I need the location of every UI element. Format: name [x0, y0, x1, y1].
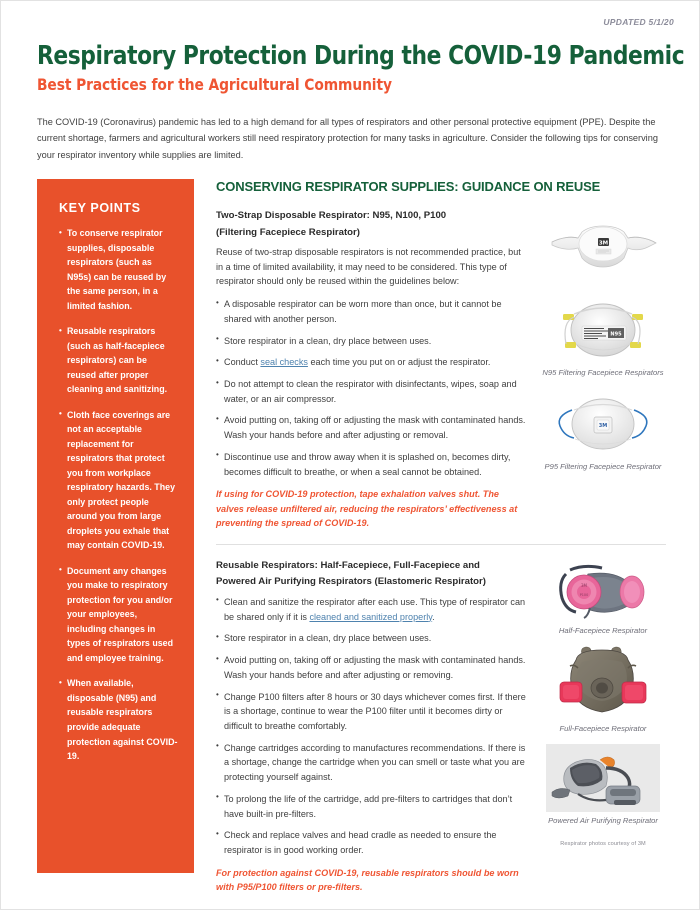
papr-respirator-photo	[544, 742, 662, 814]
svg-text:3M: 3M	[581, 582, 587, 588]
section-heading: CONSERVING RESPIRATOR SUPPLIES: GUIDANCE ON REUSE	[216, 179, 601, 194]
bullet-item: • To prolong the life of the cartridge, add pre-filters to cartridges that don’t have built-in pre-filters.	[216, 792, 526, 821]
bullet-item: • Avoid putting on, taking off or adjusting the mask with contaminated hands. Wash your hands before and after adjusting or removal.	[216, 413, 526, 442]
section-one-subheading-line2: (Filtering Facepiece Respirator)	[216, 226, 360, 238]
section-one-photos	[540, 208, 666, 531]
section-one-note: If using for COVID-19 protection, tape exhalation valves shut. The valves release unfiltered air, reducing the respirators’ effectiveness at preventing the spread of COVID-19.	[216, 489, 518, 529]
photo-item	[540, 386, 666, 472]
photo-credit: Respirator photos courtesy of 3M	[560, 840, 646, 847]
bullet-item: • Change P100 filters after 8 hours or 30 days whichever comes first. If there is a shortage, continue to wear the P100 filter until it becomes dirty or difficult to breathe comfortably.	[216, 690, 526, 734]
n95-valved-respirator-photo	[544, 212, 662, 284]
bullet-item: • Discontinue use and throw away when it is splashed on, becomes dirty, becomes difficult to breathe, or when a seal cannot be obtained.	[216, 450, 526, 479]
section-divider	[216, 544, 666, 545]
seal-check-suffix: each time you put on or adjust the respirator.	[307, 357, 491, 368]
key-points-heading: KEY POINTS	[59, 201, 141, 215]
section-two-photos	[540, 558, 666, 895]
half-facepiece-respirator-photo	[544, 562, 662, 624]
photo-item	[540, 562, 666, 636]
clean-prefix: Clean and sanitize the respirator after each use. This type of respirator can be shared only if it is	[224, 596, 526, 622]
photo-item	[540, 644, 666, 734]
section-two-text	[216, 558, 540, 895]
bullet-item: • Change cartridges according to manufactures recommendations. If there is a shortage, change the cartridge when you can smell or taste what you are protecting yourself against.	[216, 741, 526, 785]
key-points-list	[59, 226, 178, 764]
seal-checks-link[interactable]: seal checks	[260, 357, 308, 368]
section-one-subheading-line1: Two-Strap Disposable Respirator: N95, N100, P100	[216, 210, 447, 221]
main-content	[216, 179, 666, 895]
bullet-item-clean-sanitize	[216, 595, 526, 624]
n95-cup-respirator-photo	[544, 292, 662, 366]
svg-text:3M: 3M	[598, 423, 608, 430]
key-point-item: • Document any changes you make to respiratory protection for you and/or your employees, including changes in types of respirators used and employee training.	[59, 564, 178, 666]
bullet-item: • Check and replace valves and head cradle as needed to ensure the respirator is in good working order.	[216, 828, 526, 857]
section-one-subheading	[216, 208, 526, 241]
bullet-item: • Avoid putting on, taking off or adjusting the mask with contaminated hands. Wash your hands before and after adjusting or removing.	[216, 653, 526, 682]
title-block	[37, 41, 685, 94]
photo-caption: P95 Filtering Facepiece Respirator	[544, 462, 662, 472]
updated-date: UPDATED 5/1/20	[603, 17, 674, 27]
section-two-bullets	[216, 595, 526, 858]
key-point-item: • Cloth face coverings are not an acceptable replacement for respirators that protect you from workplace respiratory hazards. They only protect people around you from large droplets you exhale that may contain COVID-19.	[59, 408, 178, 553]
page-subtitle: Best Practices for the Agricultural Community	[37, 74, 392, 94]
svg-text:P100: P100	[579, 592, 589, 597]
photo-caption: N95 Filtering Facepiece Respirators	[542, 368, 664, 377]
section-two-note: For protection against COVID-19, reusable respirators should be worn with P95/P100 filters or pre-filters.	[216, 867, 519, 893]
section-two-subheading-line1: Reusable Respirators: Half-Facepiece, Full-Facepiece and	[216, 559, 480, 571]
p95-respirator-photo	[544, 386, 662, 460]
bullet-item: • Do not attempt to clean the respirator with disinfectants, wipes, soap and water, or an air compressor.	[216, 377, 526, 406]
photo-caption: Half-Facepiece Respirator	[558, 625, 648, 635]
section-one	[216, 208, 666, 531]
section-two-subheading-line2: Powered Air Purifying Respirators (Elastomeric Respirator)	[216, 576, 486, 588]
svg-text:3M: 3M	[598, 240, 609, 247]
key-point-item: • To conserve respirator supplies, disposable respirators (such as N95s) can be reused by the same person, in a limited fashion.	[59, 226, 178, 313]
full-facepiece-respirator-photo	[544, 644, 662, 722]
section-one-bullets	[216, 297, 526, 479]
svg-text:N95: N95	[610, 331, 622, 338]
seal-check-prefix: Conduct	[224, 357, 261, 368]
section-one-text	[216, 208, 540, 531]
section-two-subheading	[216, 558, 526, 591]
photo-item	[540, 292, 666, 378]
intro-paragraph: The COVID-19 (Coronavirus) pandemic has led to a high demand for all types of respirators and other personal protective equipment (PPE). Despite the current shortage, farmers and agricultural workers still need respiratory protection for many tasks in agriculture. Consider the following tips for conserving your respirator inventory while supplies are limited.	[37, 117, 658, 160]
key-point-item: • Reusable respirators (such as half-facepiece respirators) can be reused after proper cleaning and sanitizing.	[59, 324, 178, 397]
section-one-paragraph: Reuse of two-strap disposable respirators is not recommended practice, but in a time of limited availability, it may need to be considered. This type of respirator should only be reused within the guidelines below:	[216, 247, 521, 287]
key-points-sidebar	[37, 179, 194, 873]
cleaned-and-sanitized-link[interactable]: cleaned and sanitized properly	[309, 611, 433, 622]
clean-suffix: .	[432, 611, 435, 622]
bullet-item: • A disposable respirator can be worn more than once, but it cannot be shared with another person.	[216, 297, 526, 326]
photo-item	[540, 742, 666, 826]
photo-caption: Full-Facepiece Respirator	[559, 724, 647, 734]
photo-item	[540, 212, 666, 284]
section-two	[216, 558, 666, 895]
photo-caption: Powered Air Purifying Respirator	[548, 816, 658, 826]
page-title: Respiratory Protection During the COVID-19 Pandemic	[37, 41, 685, 71]
bullet-item-seal-checks	[216, 355, 526, 370]
bullet-item: • Store respirator in a clean, dry place between uses.	[216, 631, 526, 646]
bullet-item: • Store respirator in a clean, dry place between uses.	[216, 334, 526, 349]
key-point-item: • When available, disposable (N95) and reusable respirators provide adequate protection against COVID-19.	[59, 676, 178, 763]
